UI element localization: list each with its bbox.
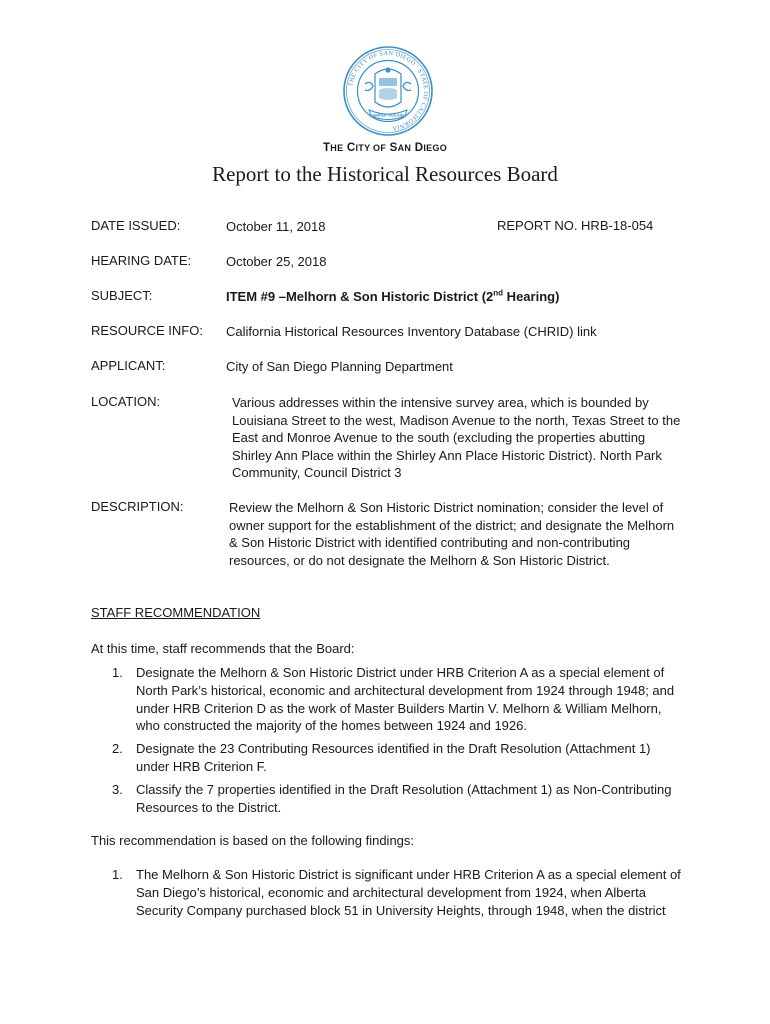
findings-intro: This recommendation is based on the following findings:: [91, 833, 415, 848]
resource-info-link[interactable]: California Historical Resources Inventory Database (CHRID) link: [226, 324, 597, 339]
list-item-text: Designate the 23 Contributing Resources identified in the Draft Resolution (Attachment 1) under HRB Criterion F.: [136, 741, 651, 774]
city-heading-he: HE: [330, 143, 344, 153]
recommendation-list: [91, 664, 681, 821]
location-label: LOCATION:: [91, 394, 161, 409]
svg-text:THE CITY OF SAN DIEGO · STATE: THE CITY OF SAN DIEGO · STATE OF CALIFORNIA ·: [347, 49, 430, 133]
city-heading-an: AN: [397, 143, 412, 153]
subject-value-sup: nd: [493, 288, 504, 298]
subject-value-end: Hearing): [503, 289, 560, 304]
list-item-number: 1.: [112, 867, 123, 882]
list-item: [91, 781, 681, 817]
findings-list: [91, 866, 681, 924]
subject-value-main: ITEM #9 –Melhorn & Son Historic District (2: [226, 289, 494, 304]
city-heading: [0, 142, 770, 154]
description-value: Review the Melhorn & Son Historic District nomination; consider the level of owner support for the establishment of the district; and designate the Melhorn & Son Historic District with identified contributing and non-contributing resources, or do not designate the Melhorn & Son Historic District.: [229, 500, 675, 568]
city-heading-d: D: [414, 142, 424, 154]
applicant-value: City of San Diego Planning Department: [226, 359, 453, 374]
subject-value: [226, 288, 559, 306]
staff-recommendation-heading: STAFF RECOMMENDATION: [91, 605, 261, 620]
report-title: Report to the Historical Resources Board: [212, 162, 558, 186]
hearing-date-value: October 25, 2018: [226, 254, 327, 269]
applicant-label: APPLICANT:: [91, 358, 166, 373]
city-heading-s: S: [389, 142, 398, 154]
list-item-number: 1.: [112, 665, 123, 680]
city-heading-iego: IEGO: [423, 143, 448, 153]
location-value: Various addresses within the intensive survey area, which is bounded by Louisiana Street to the west, Madison Avenue to the north, Texas Street to the East and Monroe Avenue to the south (excluding the properties abutting Shirley Ann Place within the Shirley Ann Place Historic District). North Park Community, Council District 3: [232, 395, 681, 480]
list-item-text: The Melhorn & Son Historic District is significant under HRB Criterion A as a special element of San Diego’s historical, economic and architectural development from 1924, when Alberta Security Company purchased block 51 in University Heights, through 1948, when the district: [136, 867, 681, 918]
date-issued-value: October 11, 2018: [226, 219, 326, 234]
svg-text:SEMPER VIGILANS: SEMPER VIGILANS: [371, 113, 405, 118]
resource-info-label: RESOURCE INFO:: [91, 323, 203, 338]
description-label: DESCRIPTION:: [91, 499, 184, 514]
hearing-date-label: HEARING DATE:: [91, 253, 192, 268]
list-item: [91, 866, 681, 919]
city-heading-c: C: [346, 142, 356, 154]
list-item-text: Classify the 7 properties identified in the Draft Resolution (Attachment 1) as Non-Contributing Resources to the District.: [136, 781, 672, 815]
date-issued-label: DATE ISSUED:: [91, 218, 181, 233]
list-item: [91, 740, 681, 776]
list-item: [91, 664, 681, 735]
subject-label: SUBJECT:: [91, 288, 153, 303]
list-item-number: 2.: [112, 741, 123, 757]
list-item-text: Designate the Melhorn & Son Historic District under HRB Criterion A as a special element of North Park’s historical, economic and architectural development from 1924 through 1948; and under HRB Criterion D as the work of Master Builders Martin V. Melhorn & William Melhorn, who constructed the majority of the homes between 1924 and 1926.: [136, 665, 675, 734]
recommendation-intro: At this time, staff recommends that the Board:: [91, 641, 355, 656]
city-seal-logo: [343, 46, 433, 136]
city-heading-t: T: [322, 142, 331, 154]
list-item-number: 3.: [112, 781, 123, 797]
city-heading-ity-of: ITY OF: [355, 143, 387, 153]
report-number: REPORT NO. HRB-18-054: [497, 218, 654, 233]
